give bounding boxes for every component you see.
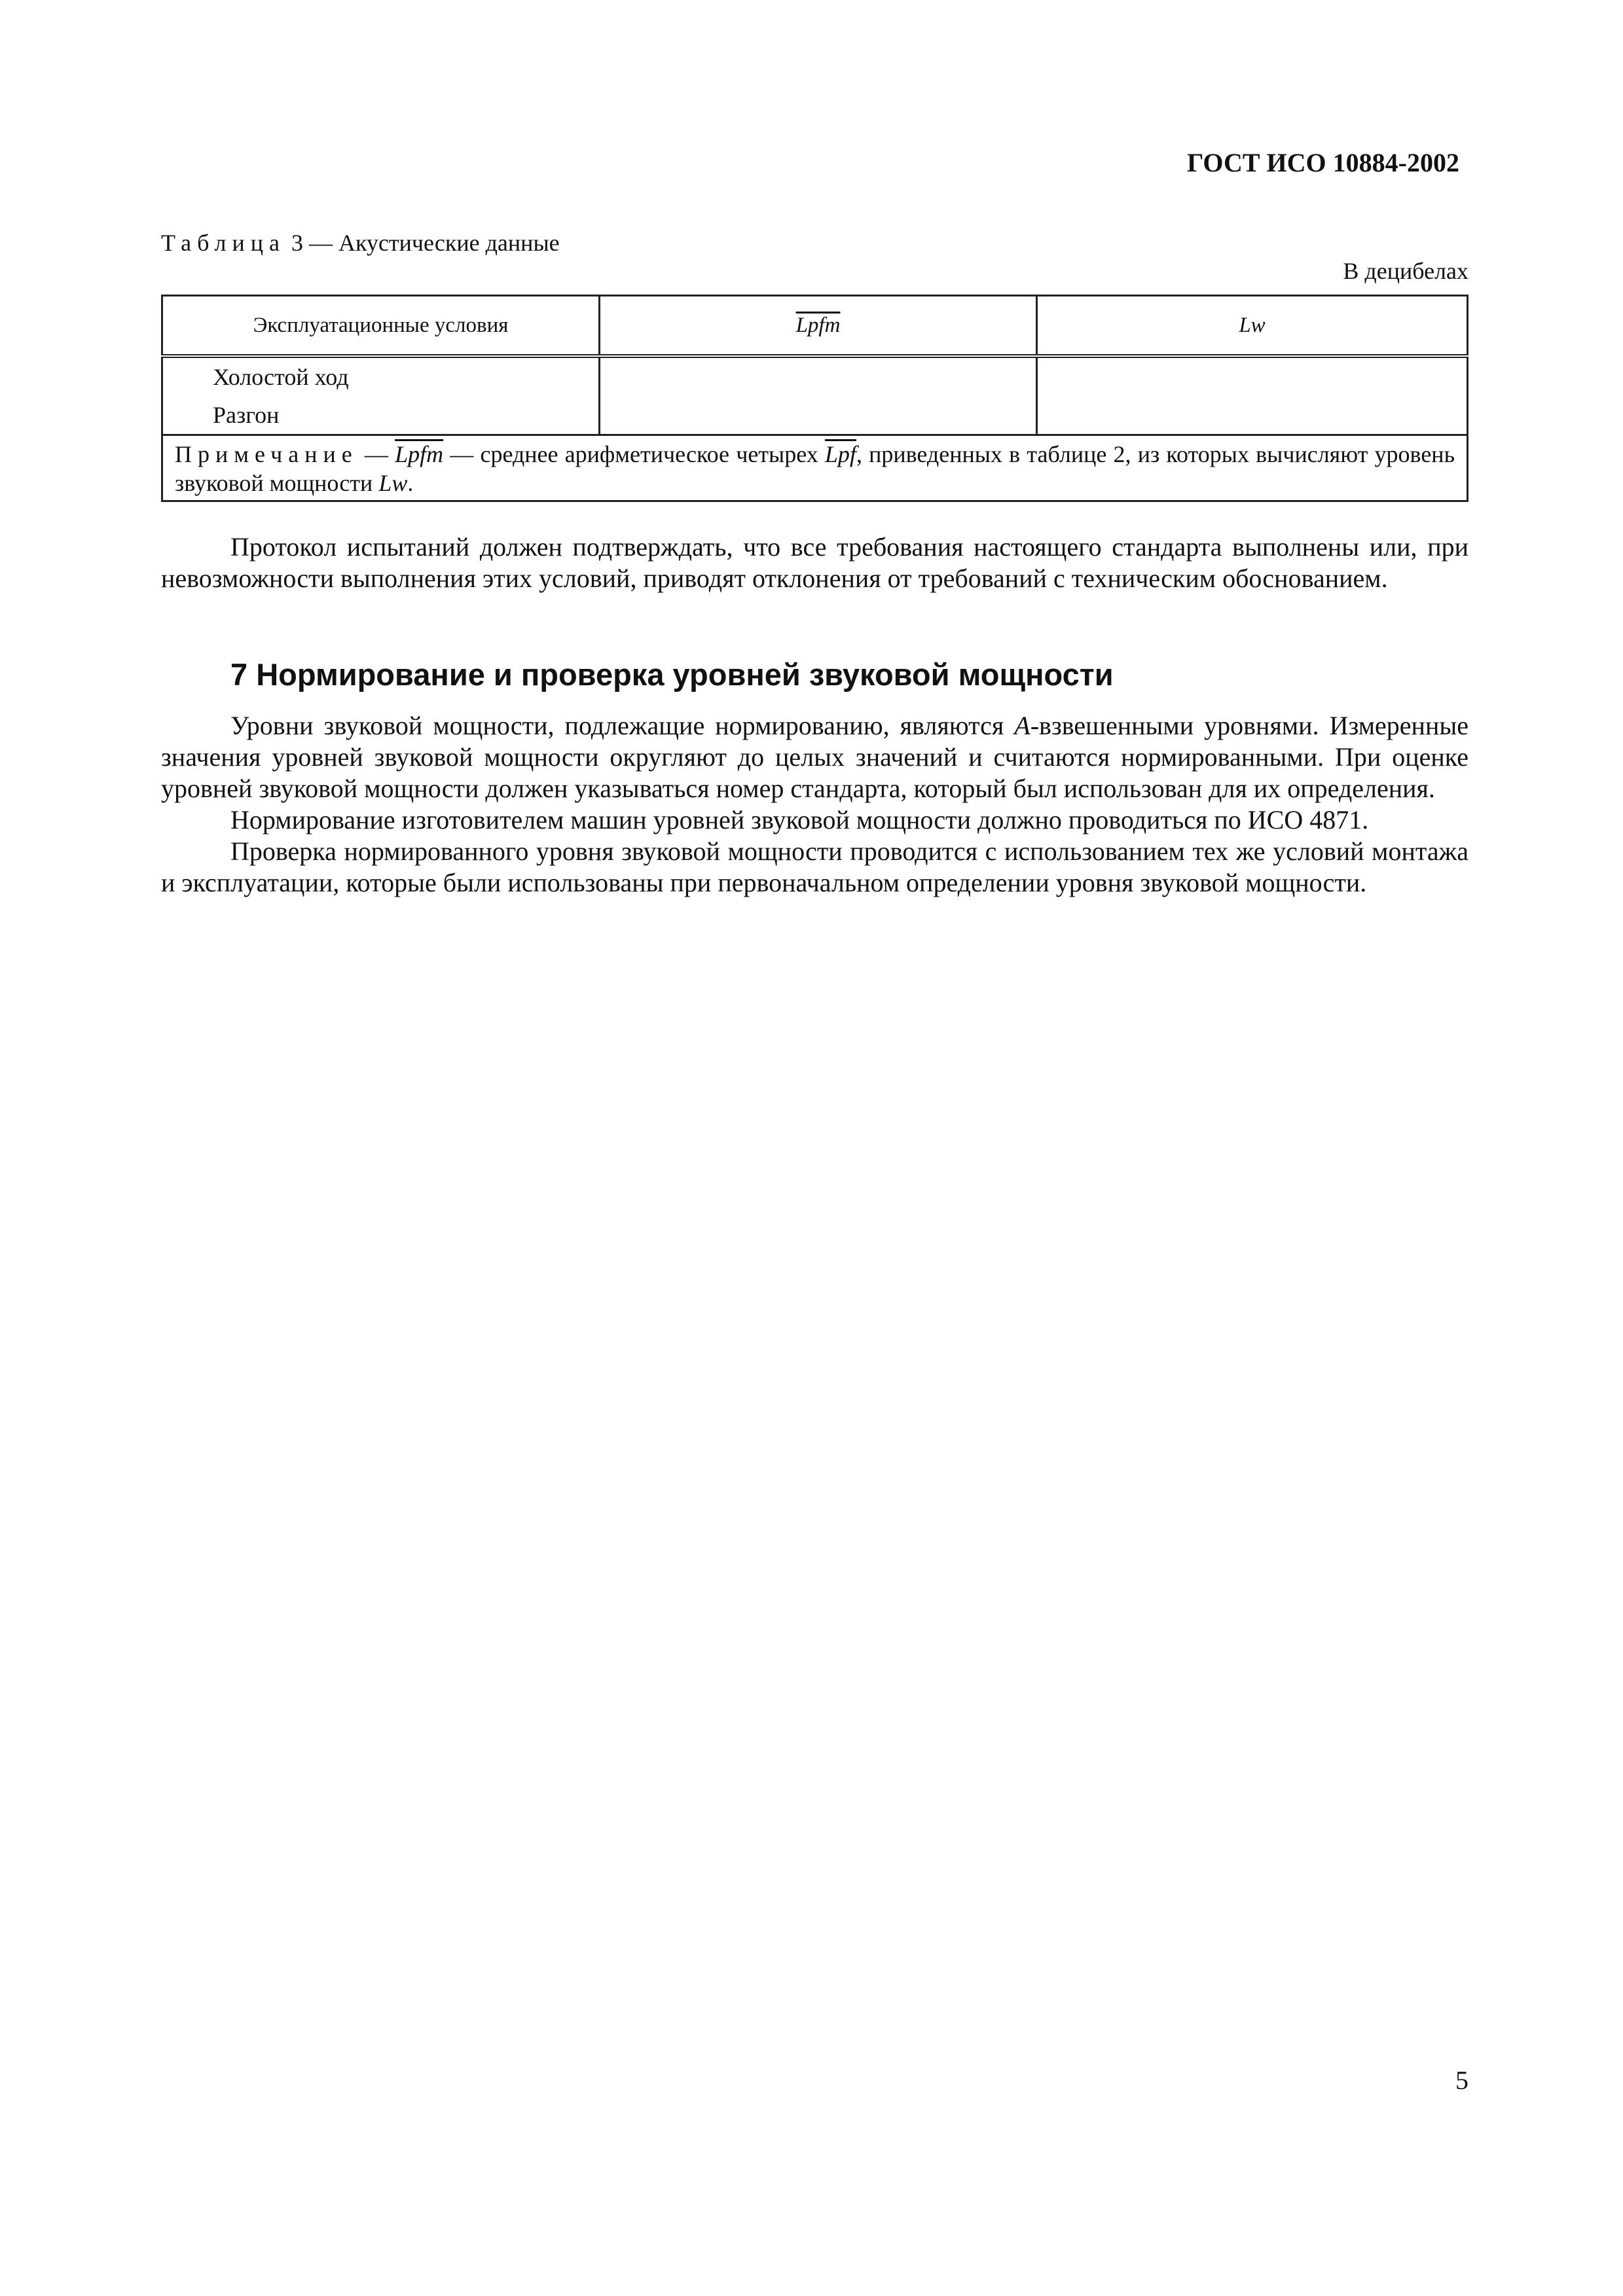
section-7-paragraph-1 [161, 710, 1468, 804]
protocol-paragraph: Протокол испытаний должен подтверждать, что все требования настоящего стандарта выполнены или, при невозможности выполнения этих условий, приводят отклонения от требований с техническим обоснованием. [161, 532, 1468, 593]
table-note [162, 435, 1468, 501]
note-text-2: , приведенных в таблице 2, из которых вычисляют уровень звуковой мощности [175, 441, 1455, 496]
note-text-3: . [407, 470, 414, 496]
section-7-paragraph-3: Проверка нормированного уровня звуковой мощности проводится с использованием тех же условий монтажа и эксплуатации, которые были использованы при первоначальном определении уровня звуковой мощности. [161, 836, 1468, 897]
section-7-p1-start: Уровни звуковой мощности, подлежащие нормированию, являются [230, 711, 1015, 740]
protocol-paragraph-block [161, 531, 1468, 594]
table-caption-label: Таблица [161, 230, 285, 256]
header-conditions: Эксплуатационные условия [162, 296, 600, 357]
table-note-row [162, 435, 1468, 501]
page-number: 5 [1455, 2066, 1468, 2095]
a-weighted-symbol: А [1014, 711, 1030, 740]
lpfm-symbol: Lpfm [795, 313, 841, 337]
section-7-p1-end: -взвешенными уровнями. Измеренные значения уровней звуковой мощности округляют до целых значений и считаются нормированными. При оценке уровней звуковой мощности должен указываться номер стандарта, который был использован для их определения. [161, 711, 1468, 803]
section-7-paragraph-2: Нормирование изготовителем машин уровней звуковой мощности должно проводиться по ИСО 4871. [230, 805, 1369, 834]
document-code: ГОСТ ИСО 10884-2002 [1186, 148, 1459, 177]
conditions-cell [162, 356, 600, 435]
note-dash: — [357, 441, 395, 467]
note-lpfm-symbol: Lpfm [395, 441, 444, 467]
table-caption [161, 229, 560, 257]
condition-idle: Холостой ход [213, 364, 349, 390]
lw-symbol: Lw [1239, 313, 1266, 337]
table-body-row [162, 356, 1468, 435]
header-lw [1037, 296, 1468, 357]
note-text-1: — среднее арифметическое четырех [443, 441, 825, 467]
note-lpf-symbol: $\overline{Lpf}$ [824, 441, 856, 467]
section-7-title: 7 Нормирование и проверка уровней звуковой мощности [230, 657, 1114, 692]
condition-acceleration: Разгон [213, 402, 280, 428]
lpfm-value-cell [600, 356, 1037, 435]
note-lw-symbol: Lw [378, 470, 408, 496]
lw-value-cell [1037, 356, 1468, 435]
note-label: Примечание [175, 441, 358, 467]
table-caption-title: 3 — Акустические данные [285, 230, 560, 256]
table-header-row [162, 296, 1468, 357]
section-7-body [161, 710, 1468, 899]
table-units: В децибелах [1343, 258, 1468, 284]
acoustic-data-table [161, 295, 1468, 502]
header-lpfm [600, 296, 1037, 357]
